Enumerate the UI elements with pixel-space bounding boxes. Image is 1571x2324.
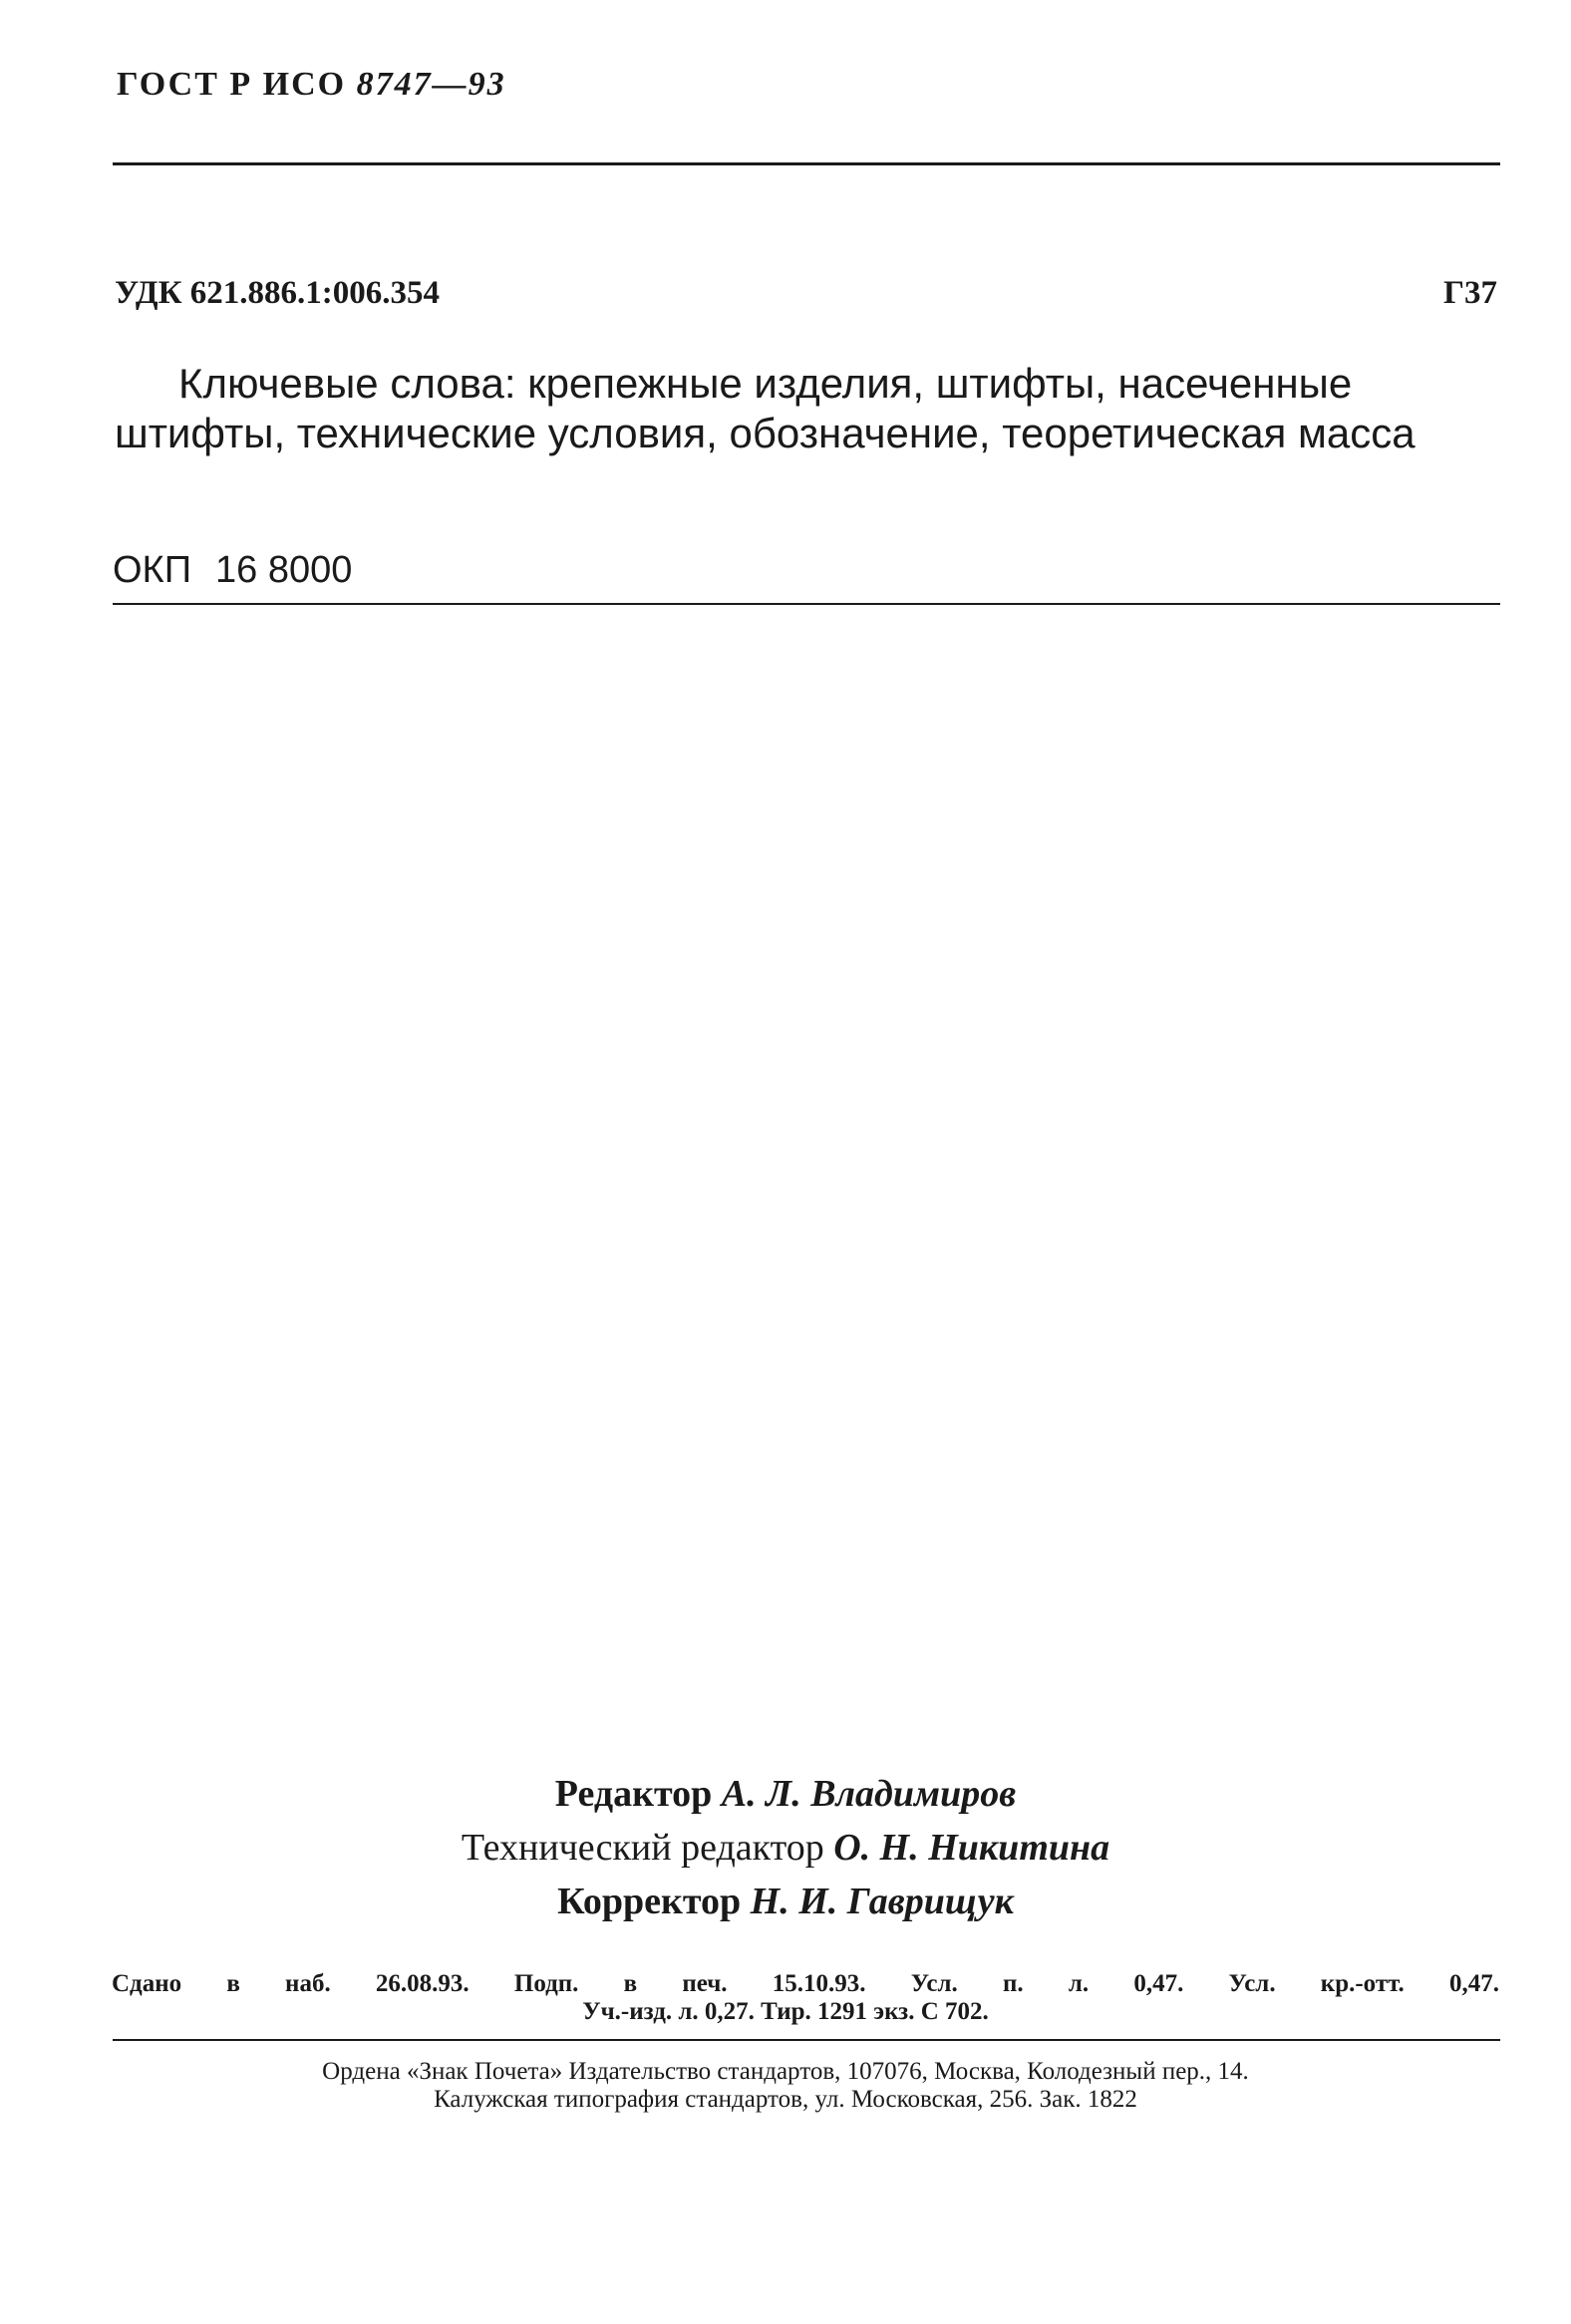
imprint-rule — [113, 2039, 1500, 2041]
standard-number: 8747—93 — [356, 66, 506, 103]
okp-code: 16 8000 — [215, 549, 353, 591]
keywords-line-1: Ключевые слова: крепежные изделия, штифты, насеченные — [178, 360, 1353, 407]
proofreader-role: Корректор — [557, 1881, 742, 1922]
tech-editor-name: О. Н. Никитина — [833, 1827, 1110, 1869]
group-code: Г37 — [1443, 275, 1497, 311]
credit-editor — [0, 1766, 1571, 1822]
keywords-block — [115, 359, 1498, 458]
credit-tech-editor — [0, 1820, 1571, 1876]
standard-header — [117, 66, 506, 104]
okp-rule — [113, 603, 1500, 605]
okp-label: ОКП — [113, 549, 192, 591]
keywords-line-2: штифты, технические условия, обозначение, теоретическая масса — [115, 410, 1415, 456]
credit-proofreader — [0, 1874, 1571, 1929]
printer-line: Калужская типография стандартов, ул. Московская, 256. Зак. 1822 — [434, 2086, 1137, 2113]
udk-code: УДК 621.886.1:006.354 — [115, 275, 441, 311]
editor-name: А. Л. Владимиров — [721, 1773, 1017, 1815]
imprint-line-1: Сдано в наб. 26.08.93. Подп. в печ. 15.10.93. Усл. п. л. 0,47. Усл. кр.-отт. 0,47. — [112, 1970, 1499, 1997]
header-rule — [113, 162, 1500, 165]
publisher-line: Ордена «Знак Почета» Издательство стандартов, 107076, Москва, Колодезный пер., 14. — [322, 2058, 1249, 2085]
tech-editor-role: Технический редактор — [461, 1827, 824, 1869]
editor-role: Редактор — [554, 1773, 713, 1815]
okp-line — [113, 549, 352, 592]
imprint-line-2: Уч.-изд. л. 0,27. Тир. 1291 экз. С 702. — [582, 1998, 989, 2025]
standard-prefix: ГОСТ Р ИСО — [117, 66, 347, 103]
proofreader-name: Н. И. Гаврищук — [750, 1881, 1014, 1922]
